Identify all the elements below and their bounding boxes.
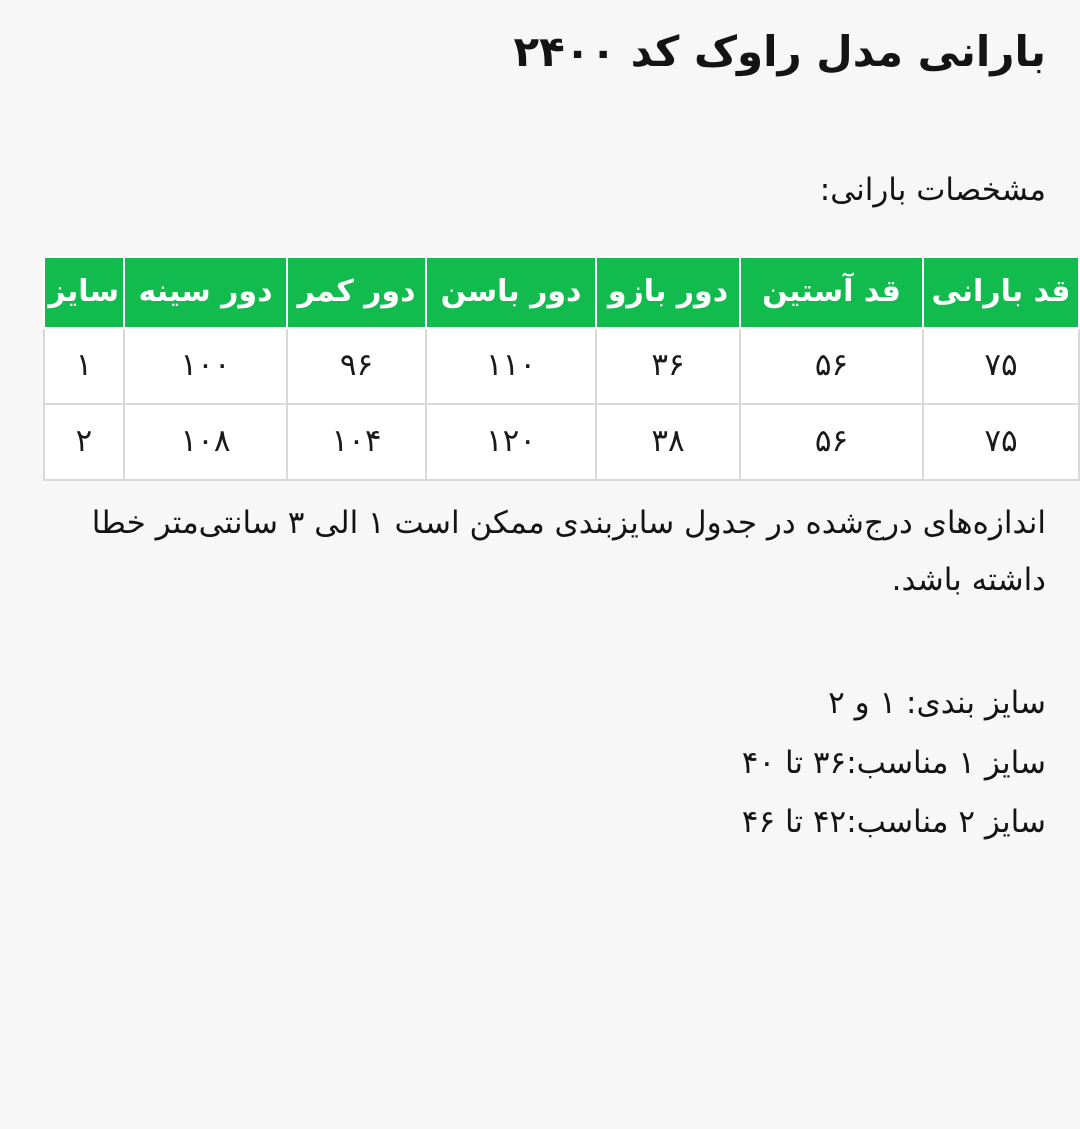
table-cell: ۲ (44, 404, 124, 480)
table-cell: ۱۰۴ (287, 404, 426, 480)
table-cell: ۳۸ (596, 404, 740, 480)
table-cell: ۱۲۰ (426, 404, 596, 480)
size-table-container (45, 256, 1080, 481)
table-cell: ۱۱۰ (426, 328, 596, 404)
table-cell: ۳۶ (596, 328, 740, 404)
sizing-details (0, 608, 1080, 853)
page-title: بارانی مدل راوک کد ۲۴۰۰ (513, 27, 1046, 76)
table-cell: ۱۰۰ (124, 328, 287, 404)
table-cell: ۷۵ (923, 404, 1079, 480)
sizing-line: سایز ۱ مناسب:۳۶ تا ۴۰ (741, 744, 1046, 781)
size-table (43, 256, 1080, 481)
table-header-row (44, 257, 1079, 328)
sizing-line: سایز بندی: ۱ و ۲ (828, 685, 1046, 722)
table-header-cell: دور باسن (426, 257, 596, 328)
table-row (44, 328, 1079, 404)
table-cell: ۷۵ (923, 328, 1079, 404)
table-header-cell: دور سینه (124, 257, 287, 328)
table-cell: ۹۶ (287, 328, 426, 404)
table-row (44, 404, 1079, 480)
table-header-cell: دور کمر (287, 257, 426, 328)
table-cell: ۱۰۸ (124, 404, 287, 480)
specs-heading: مشخصات بارانی: (819, 171, 1046, 208)
tolerance-note: اندازه‌های درج‌شده در جدول سایزبندی ممکن است ۱ الی ۳ سانتی‌متر خطا داشته باشد. (91, 505, 1046, 598)
table-header-cell: قد آستین (740, 257, 923, 328)
table-header-cell: سایز (44, 257, 124, 328)
table-header-cell: دور بازو (596, 257, 740, 328)
table-cell: ۵۶ (740, 404, 923, 480)
table-cell: ۵۶ (740, 328, 923, 404)
table-header-cell: قد بارانی (923, 257, 1079, 328)
table-cell: ۱ (44, 328, 124, 404)
sizing-line: سایز ۲ مناسب:۴۲ تا ۴۶ (741, 804, 1046, 841)
